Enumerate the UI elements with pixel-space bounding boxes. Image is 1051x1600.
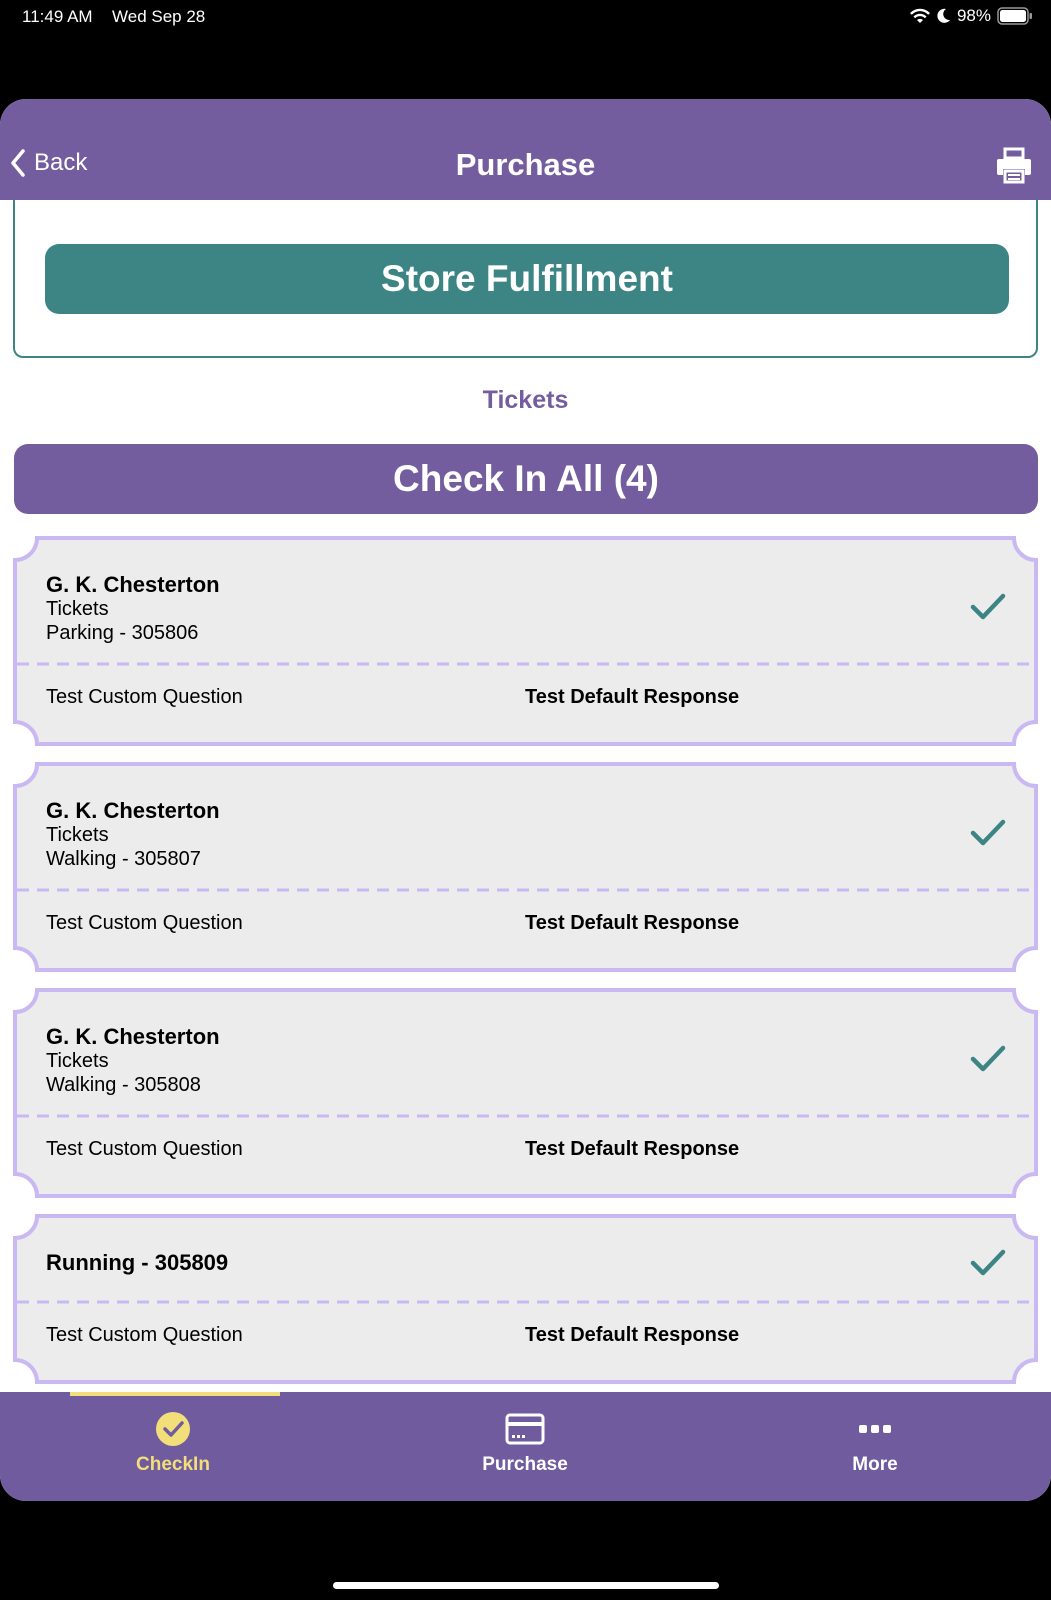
- ticket-item: Walking - 305807: [46, 848, 201, 870]
- nav-bar: [0, 99, 1051, 200]
- tickets-section-label: Tickets: [482, 386, 569, 414]
- page-title: Purchase: [455, 147, 596, 182]
- ticket-card[interactable]: [13, 1214, 1038, 1386]
- tab-label: Purchase: [482, 1454, 568, 1475]
- custom-question-response: Test Default Response: [525, 686, 740, 708]
- checkmark-icon: [970, 1248, 1006, 1278]
- tab-purchase[interactable]: [425, 1410, 625, 1476]
- status-indicators: [909, 6, 1033, 26]
- more-dots-icon: [858, 1423, 892, 1435]
- ticket-shape: [13, 1214, 1038, 1386]
- tab-bar: [0, 1392, 1051, 1501]
- ticket-type: Tickets: [46, 824, 109, 846]
- check-in-all-button[interactable]: Check In All (4): [14, 444, 1038, 514]
- custom-question-label: Test Custom Question: [46, 912, 243, 934]
- checkmark-icon: [970, 1044, 1006, 1074]
- battery-percent: 98%: [956, 6, 991, 25]
- wifi-icon: [909, 8, 931, 24]
- checkmark-icon: [970, 818, 1006, 848]
- app-window: [0, 99, 1051, 1501]
- custom-question-response: Test Default Response: [525, 1138, 740, 1160]
- status-date: Wed Sep 28: [112, 7, 206, 26]
- content-area: [0, 200, 1051, 1392]
- tab-checkin[interactable]: [73, 1410, 273, 1476]
- check-circle-icon: [155, 1411, 191, 1447]
- custom-question-response: Test Default Response: [525, 912, 740, 934]
- ticket-card[interactable]: [13, 762, 1038, 974]
- ticket-type: Tickets: [46, 1050, 109, 1072]
- tab-more[interactable]: [775, 1410, 975, 1476]
- ticket-item: Parking - 305806: [46, 622, 199, 644]
- ticket-item-title: Running - 305809: [46, 1250, 229, 1275]
- custom-question-label: Test Custom Question: [46, 1138, 243, 1160]
- print-button[interactable]: [995, 146, 1033, 189]
- ticket-holder-name: G. K. Chesterton: [46, 1024, 220, 1049]
- store-fulfillment-card: [13, 200, 1038, 358]
- custom-question-label: Test Custom Question: [46, 686, 243, 708]
- ticket-type: Tickets: [46, 598, 109, 620]
- battery-icon: [997, 7, 1033, 25]
- ticket-holder-name: G. K. Chesterton: [46, 798, 220, 823]
- active-tab-indicator: [70, 1392, 280, 1396]
- status-bar: [0, 0, 1051, 34]
- back-label: Back: [34, 149, 88, 176]
- credit-card-icon: [505, 1413, 545, 1445]
- ticket-holder-name: G. K. Chesterton: [46, 572, 220, 597]
- ticket-card[interactable]: [13, 988, 1038, 1200]
- store-fulfillment-button[interactable]: Store Fulfillment: [45, 244, 1009, 314]
- printer-icon: [995, 146, 1033, 184]
- custom-question-response: Test Default Response: [525, 1324, 740, 1346]
- checkmark-icon: [970, 592, 1006, 622]
- status-time: 11:49 AM: [22, 7, 93, 26]
- tab-label: CheckIn: [136, 1454, 210, 1475]
- ticket-card[interactable]: [13, 536, 1038, 748]
- tab-label: More: [852, 1454, 898, 1475]
- custom-question-label: Test Custom Question: [46, 1324, 243, 1346]
- moon-icon: [937, 8, 951, 24]
- ticket-item: Walking - 305808: [46, 1074, 201, 1096]
- home-indicator[interactable]: [333, 1582, 719, 1589]
